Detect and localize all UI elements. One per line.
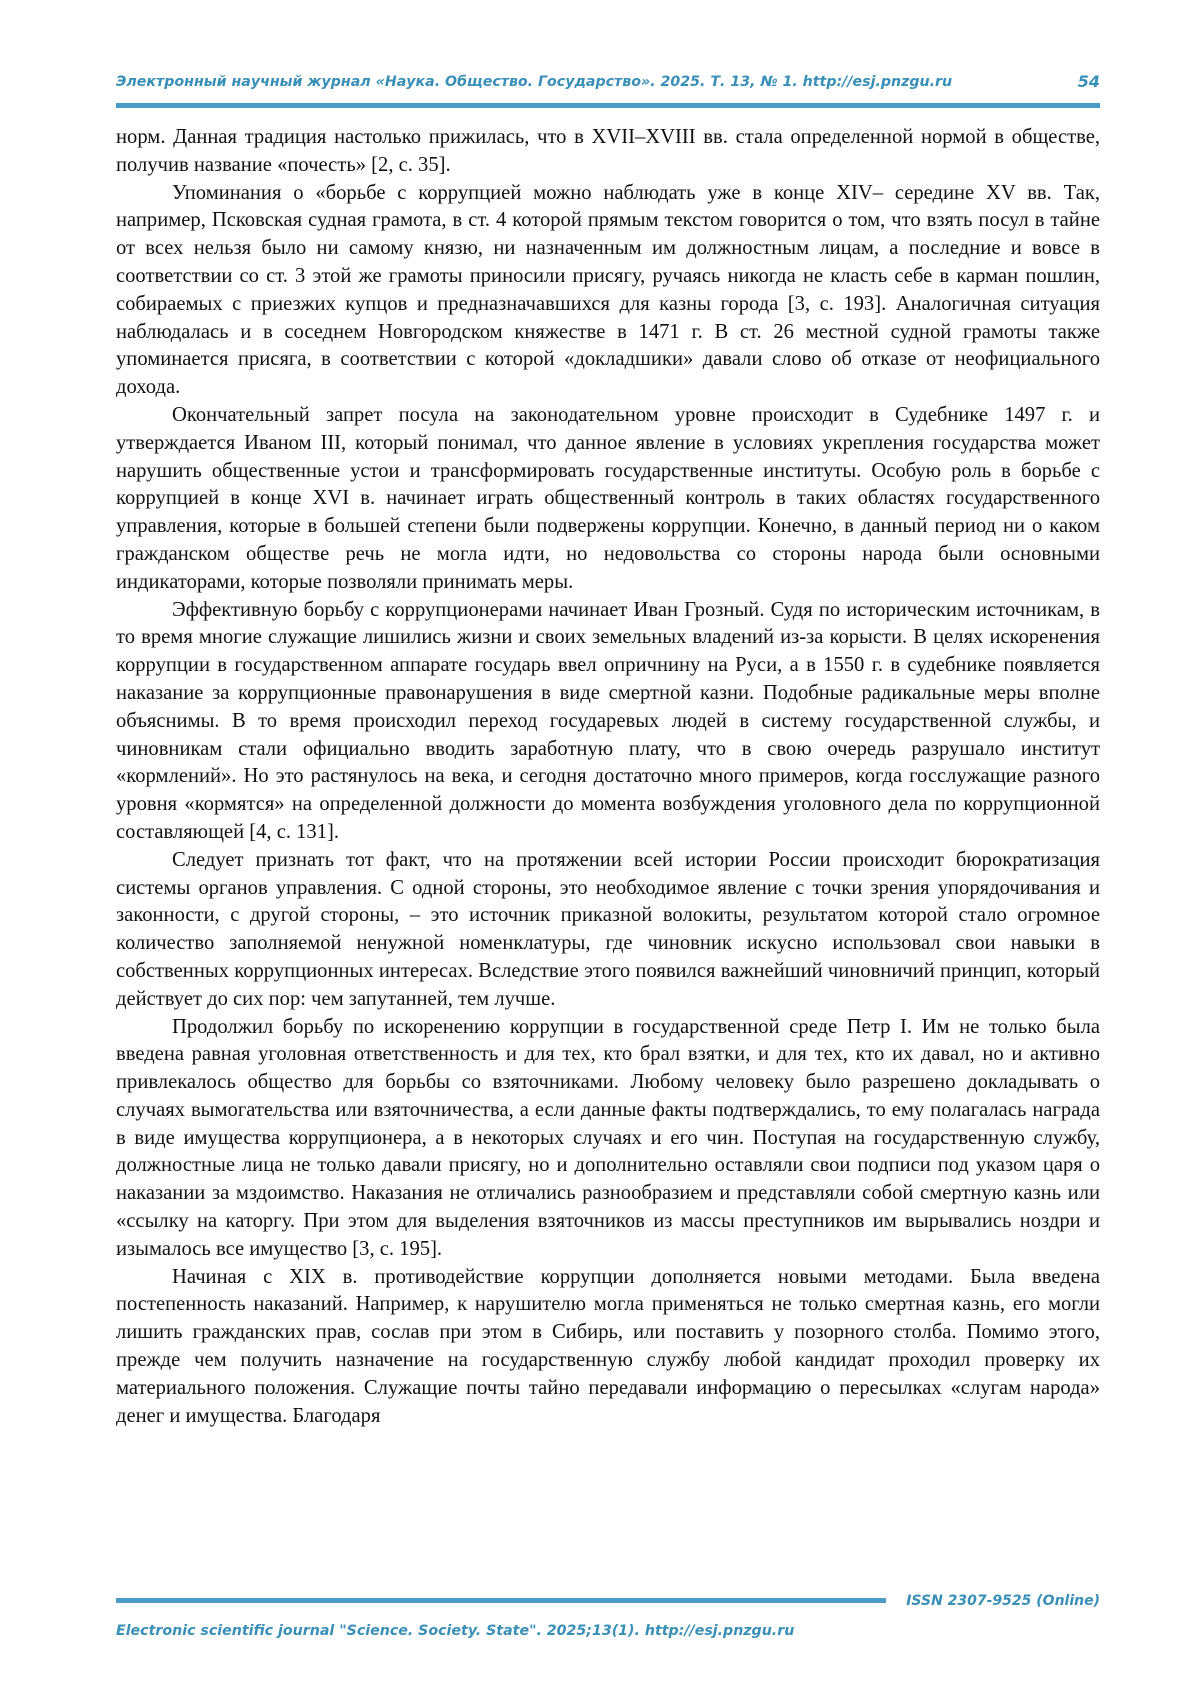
paragraph: Эффективную борьбу с коррупционерами начинает Иван Грозный. Судя по историческим источникам, в то время многие служащие лишились жизни и своих земельных владений из-за корысти. В целях искоренения коррупции в государственном аппарате государь ввел опричнину на Руси, а в 1550 г. в судебнике появляется наказание за коррупционные правонарушения в виде смертной казни. Подобные радикальные меры вполне объяснимы. В то время происходил переход государевых людей в систему государственной службы, и чиновникам стали официально вводить заработную плату, что в свою очередь разрушало институт «кормлений». Но это растянулось на века, и сегодня достаточно много примеров, когда госслужащие разного уровня «кормятся» на определенной должности до момента возбуждения уголовного дела по коррупционной составляющей [4, с. 131]. bbox=[116, 598, 1100, 843]
paragraph: Следует признать тот факт, что на протяжении всей истории России происходит бюрократизация системы органов управления. С одной стороны, это необходимое явление с точки зрения упорядочивания и законности, с другой стороны, – это источник приказной волокиты, результатом которой стало огромное количество заполняемой ненужной номенклатуры, где чиновник искусно использовал свои навыки в собственных коррупционных интересах. Вследствие этого появился важнейший чиновничий принцип, который действует до сих пор: чем запутанней, тем лучше. bbox=[116, 848, 1100, 1010]
running-header: Электронный научный журнал «Наука. Общество. Государство». 2025. Т. 13, № 1. http://esj.pnzgu.ru bbox=[116, 74, 953, 90]
footer-rule bbox=[116, 1598, 886, 1603]
page-number: 54 bbox=[1077, 72, 1100, 91]
paragraph: Упоминания о «борьбе с коррупцией можно наблюдать уже в конце XIV– середине XV вв. Так, например, Псковская судная грамота, в ст. 4 которой прямым текстом говорится о том, что взять посул в тайне от всех нельзя было ни самому князю, ни назначенным им должностным лицам, а последние и вовсе в соответствии со ст. 3 этой же грамоты приносили присягу, ручаясь никогда не класть себе в карман пошлин, собираемых с приезжих купцов и предназначавшихся для казны города [3, с. 193]. Аналогичная ситуация наблюдалась и в соседнем Новгородском княжестве в 1471 г. В ст. 26 местной судной грамоты также упоминается присяга, в соответствии с которой «докладшики» давали слово об отказе от неофициального дохода. bbox=[116, 181, 1100, 399]
paragraph: норм. Данная традиция настолько прижилась, что в XVII–XVIII вв. стала определенной нормой в обществе, получив название «почесть» [2, с. 35]. bbox=[116, 126, 1100, 176]
paragraph: Окончательный запрет посула на законодательном уровне происходит в Судебнике 1497 г. и утверждается Иваном III, который понимал, что данное явление в условиях укрепления государства может нарушить общественные устои и трансформировать государственные институты. Особую роль в борьбе с коррупцией в конце XVI в. начинает играть общественный контроль в таких областях государственного управления, которые в большей степени были подвержены коррупции. Конечно, в данный период ни о каком гражданском обществе речь не могла идти, но недовольства со стороны народа были основными индикаторами, которые позволяли принимать меры. bbox=[116, 403, 1100, 593]
running-footer: Electronic scientific journal "Science. Society. State". 2025;13(1). http://esj.pnzgu.ru bbox=[116, 1623, 795, 1639]
paragraph: Начиная с XIX в. противодействие коррупции дополняется новыми методами. Была введена постепенность наказаний. Например, к нарушителю могла применяться не только смертная казнь, его могли лишить гражданских прав, сослав при этом в Сибирь, или поставить у позорного столба. Помимо этого, прежде чем получить назначение на государственную службу любой кандидат проходил проверку их материального положения. Служащие почты тайно передавали информацию о пересылках «слугам народа» денег и имущества. Благодаря bbox=[116, 1265, 1100, 1427]
paragraph: Продолжил борьбу по искоренению коррупции в государственной среде Петр I. Им не только была введена равная уголовная ответственность и для тех, кто брал взятки, и для тех, кто их давал, но и активно привлекалось общество для борьбы со взяточниками. Любому человеку было разрешено докладывать о случаях вымогательства или взяточничества, а если данные факты подтверждались, то ему полагалась награда в виде имущества коррупционера, а в некоторых случаях и его чин. Поступая на государственную службу, должностные лица не только давали присягу, но и дополнительно оставляли свои подписи под указом царя о наказании за мздоимство. Наказания не отличались разнообразием и представляли собой смертную казнь или «ссылку на каторгу. При этом для выделения взяточников из массы преступников им вырывались ноздри и изымалось все имущество [3, с. 195]. bbox=[116, 1015, 1100, 1260]
header-rule bbox=[116, 103, 1100, 108]
issn-label: ISSN 2307-9525 (Online) bbox=[906, 1593, 1100, 1609]
article-body bbox=[116, 124, 1100, 1430]
